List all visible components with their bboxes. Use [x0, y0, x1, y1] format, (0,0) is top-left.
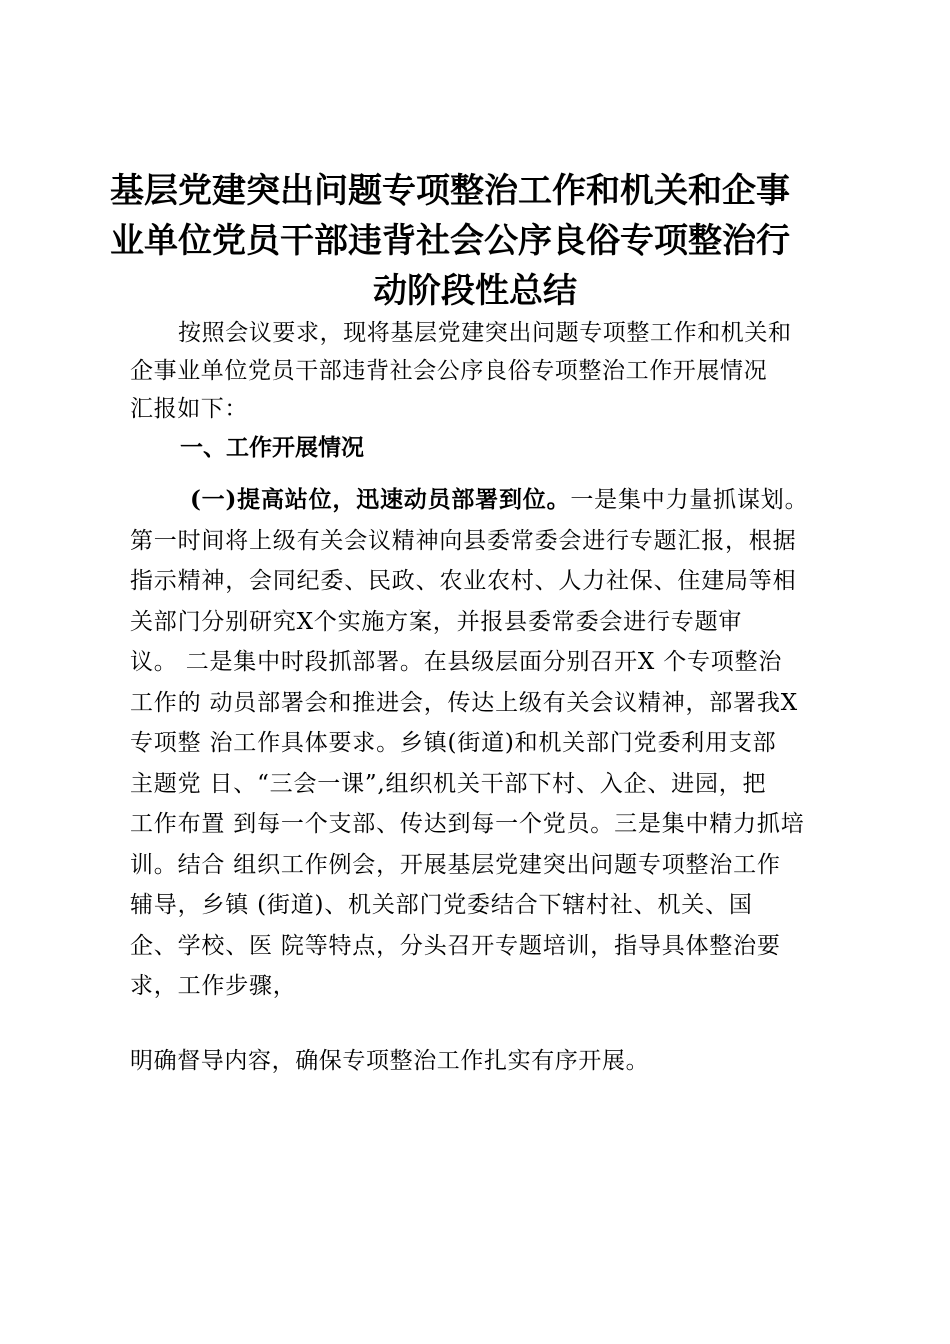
body-line: 议。 二是集中时段抓部署。在县级层面分别召开X 个专项整治: [130, 649, 783, 675]
body-line: 工作布置 到每一个支部、传达到每一个党员。三是集中精力抓培: [130, 811, 805, 837]
intro-line-1: 按照会议要求，现将基层党建突出问题专项整工作和机关和: [178, 320, 792, 346]
body-line: 企、学校、医 院等特点，分头召开专题培训，指导具体整治要: [130, 932, 781, 959]
subsection-heading: (一)提高站位，迅速动员部署到位。: [190, 486, 571, 513]
body-line: 工作的 动员部署会和推进会，传达上级有关会议精神，部署我X: [130, 689, 798, 716]
intro-paragraph: [130, 314, 835, 428]
body-line: 训。结合 组织工作例会，开展基层党建突出问题专项整治工作: [130, 851, 781, 878]
body-line: 主题党 日、“三会一课”,组织机关干部下村、入企、进园，把: [130, 770, 767, 797]
document-title: [110, 166, 840, 316]
body-line: 求，工作步骤，: [130, 973, 297, 999]
title-line-3: 动阶段性总结: [373, 271, 577, 311]
body-line: 辅导，乡镇 (街道)、机关部门党委结合下辖村社、机关、国: [130, 892, 753, 918]
body-paragraph: [130, 480, 840, 1007]
body-line: 第一时间将上级有关会议精神向县委常委会进行专题汇报，根据: [130, 527, 797, 554]
body-first-line: [130, 480, 840, 521]
body-line: 指示精神，会同纪委、民政、农业农村、人力社保、住建局等相: [130, 568, 797, 594]
title-line-1: 基层党建突出问题专项整治工作和机关和企事: [110, 171, 790, 211]
closing-line: 明确督导内容，确保专项整治工作扎实有序开展。: [130, 1048, 650, 1074]
body-line: 专项整 治工作具体要求。乡镇(街道)和机关部门党委利用支部: [130, 730, 777, 756]
body-first-line-rest: 一是集中力量抓谋划。: [570, 487, 809, 513]
intro-line-3: 汇报如下：: [130, 396, 248, 422]
title-line-2: 业单位党员干部违背社会公序良俗专项整治行: [110, 221, 790, 261]
body-line: 关部门分别研究X个实施方案，并报县委常委会进行专题审: [130, 608, 743, 635]
section-heading: 一、工作开展情况: [180, 435, 364, 461]
intro-line-2: 企事业单位党员干部违背社会公序良俗专项整治工作开展情况: [130, 358, 768, 384]
